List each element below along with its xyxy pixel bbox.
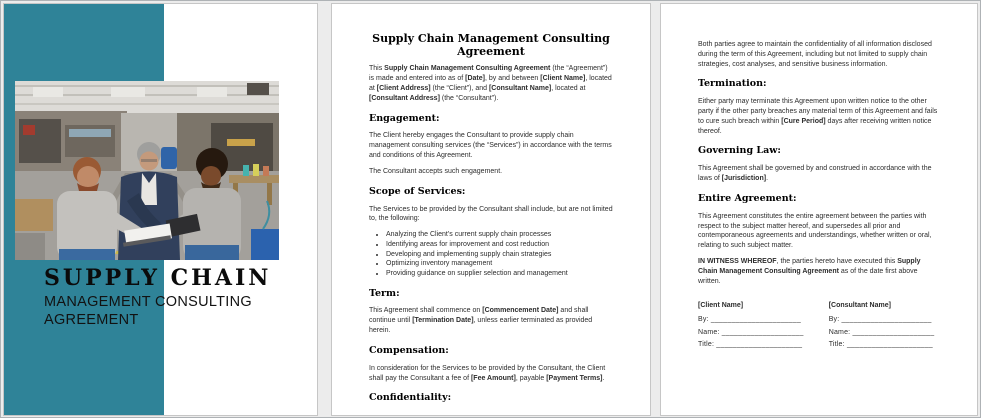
text-run: , located at <box>369 75 612 92</box>
section-heading: Governing Law: <box>698 145 781 157</box>
paragraph <box>369 306 613 335</box>
signature-party-name: [Consultant Name] <box>828 302 891 310</box>
signature-line: Title: _____________________ <box>828 341 933 349</box>
text-run: This Agreement shall commence on <box>369 307 483 315</box>
paragraph <box>698 164 940 184</box>
bullet-item: • Providing guidance on supplier selection and management <box>386 269 613 278</box>
bullet-item: • Identifying areas for improvement and cost reduction <box>386 240 613 249</box>
text-run: Both parties agree to maintain the confidentiality of all information disclosed during the term of this Agreement, including but not limited to supply chain strategies, cost analyses, and sensitive business information. <box>698 41 932 68</box>
section-heading: Entire Agreement: <box>698 192 797 204</box>
cover-title: SUPPLY CHAIN <box>44 265 272 291</box>
signature-line: Title: _____________________ <box>698 341 803 349</box>
signature-column <box>829 302 940 354</box>
placeholder-field: [Date] <box>465 75 485 83</box>
signature-line: Name: ____________________ <box>828 328 935 336</box>
cover-subtitle: MANAGEMENT CONSULTING AGREEMENT <box>44 294 252 328</box>
placeholder-field: [Cure Period] <box>781 117 826 125</box>
text-run: (the “Consultant”). <box>439 94 499 102</box>
section-heading: Termination: <box>698 78 767 90</box>
section-heading: Compensation: <box>369 344 449 356</box>
text-run: Either party may terminate this Agreement upon written notice to the other party if the other party breaches any material term of this Agreement and fails to cure such breach within <box>698 98 938 125</box>
page3-body <box>698 40 940 286</box>
text-run: The Services to be provided by the Consultant shall include, but are not limited to, the following: <box>369 205 613 223</box>
paragraph <box>698 97 940 136</box>
placeholder-field: [Fee Amount] <box>470 374 516 382</box>
signature-line: By: ______________________ <box>698 316 801 324</box>
paragraph <box>369 131 613 160</box>
factory-team-photo-illustration <box>15 81 279 260</box>
section-heading: Confidentiality: <box>369 392 452 404</box>
text-run: (the “Client”), and <box>430 84 489 92</box>
paragraph <box>369 167 613 177</box>
section-heading: Engagement: <box>369 112 440 124</box>
agreement-page-2 <box>660 3 978 416</box>
placeholder-field: [Consultant Name] <box>488 84 552 92</box>
signature-block <box>698 302 940 354</box>
paragraph <box>369 64 613 103</box>
signature-column <box>698 302 809 354</box>
text-run: , payable <box>515 374 547 382</box>
placeholder-field: [Termination Date] <box>412 317 474 325</box>
text-run: , located at <box>551 84 586 92</box>
paragraph <box>369 364 613 384</box>
signature-line: Name: ____________________ <box>698 328 804 336</box>
text-run: . <box>766 175 769 183</box>
bullet-list <box>369 230 613 278</box>
section-heading: Scope of Services: <box>369 185 466 197</box>
text-run: and shall continue until <box>369 307 589 325</box>
text-run: days after receiving written notice thereof. <box>698 117 932 135</box>
text-run: This <box>369 65 385 73</box>
text-run: The Client hereby engages the Consultant to provide supply chain management consulting services (the “Services”) in accordance with the terms and conditions of this Agreement. <box>369 132 612 160</box>
agreement-page-1 <box>331 3 651 416</box>
text-run: , unless earlier terminated as provided herein. <box>369 317 593 335</box>
placeholder-field: Supply Chain Management Consulting Agreement <box>698 257 921 275</box>
bullet-item: • Developing and implementing supply chain strategies <box>386 250 613 259</box>
cover-title-block <box>44 266 296 330</box>
section-heading: Term: <box>369 287 400 299</box>
placeholder-field: Supply Chain Management Consulting Agreement <box>384 65 551 73</box>
text-run: This Agreement shall be governed by and construed in accordance with the laws of <box>698 165 932 183</box>
placeholder-field: [Client Name] <box>540 75 586 83</box>
paragraph <box>698 212 940 251</box>
page2-body <box>369 64 613 404</box>
paragraph <box>698 257 940 286</box>
paragraph <box>698 40 940 69</box>
text-run: , the parties hereto have executed this <box>776 257 898 265</box>
document-title: Supply Chain Management Consulting Agreement <box>372 32 610 59</box>
signature-party-name: [Client Name] <box>698 302 744 310</box>
page2-content <box>332 32 650 404</box>
bullet-item: • Analyzing the Client’s current supply chain processes <box>386 230 613 239</box>
paragraph <box>369 205 613 225</box>
text-run: The Consultant accepts such engagement. <box>369 167 503 175</box>
text-run: as of the date first above written. <box>698 267 918 285</box>
placeholder-field: [Commencement Date] <box>482 307 559 315</box>
signature-line: By: ______________________ <box>828 316 932 324</box>
placeholder-field: [Jurisdiction] <box>721 175 767 183</box>
placeholder-field: IN WITNESS WHEREOF <box>698 257 777 265</box>
bullet-item: • Optimizing inventory management <box>386 259 613 268</box>
placeholder-field: [Payment Terms] <box>546 374 603 382</box>
text-run: In consideration for the Services to be provided by the Consultant, the Client shall pay the Consultant a fee of <box>369 364 606 382</box>
text-run: , by and between <box>484 75 541 83</box>
cover-photo <box>15 81 279 260</box>
text-run: . <box>602 374 605 382</box>
text-run: (the “Agreement”) is made and entered into as of <box>369 65 608 83</box>
placeholder-field: [Client Address] <box>376 84 431 92</box>
text-run: This Agreement constitutes the entire agreement between the parties with respect to the subject matter hereof, and supersedes all prior and contemporaneous agreements and understandings, whether written or oral, relating to such subject matter. <box>698 212 932 250</box>
page3-content <box>661 4 977 354</box>
placeholder-field: [Consultant Address] <box>369 94 440 102</box>
cover-page <box>3 3 318 416</box>
